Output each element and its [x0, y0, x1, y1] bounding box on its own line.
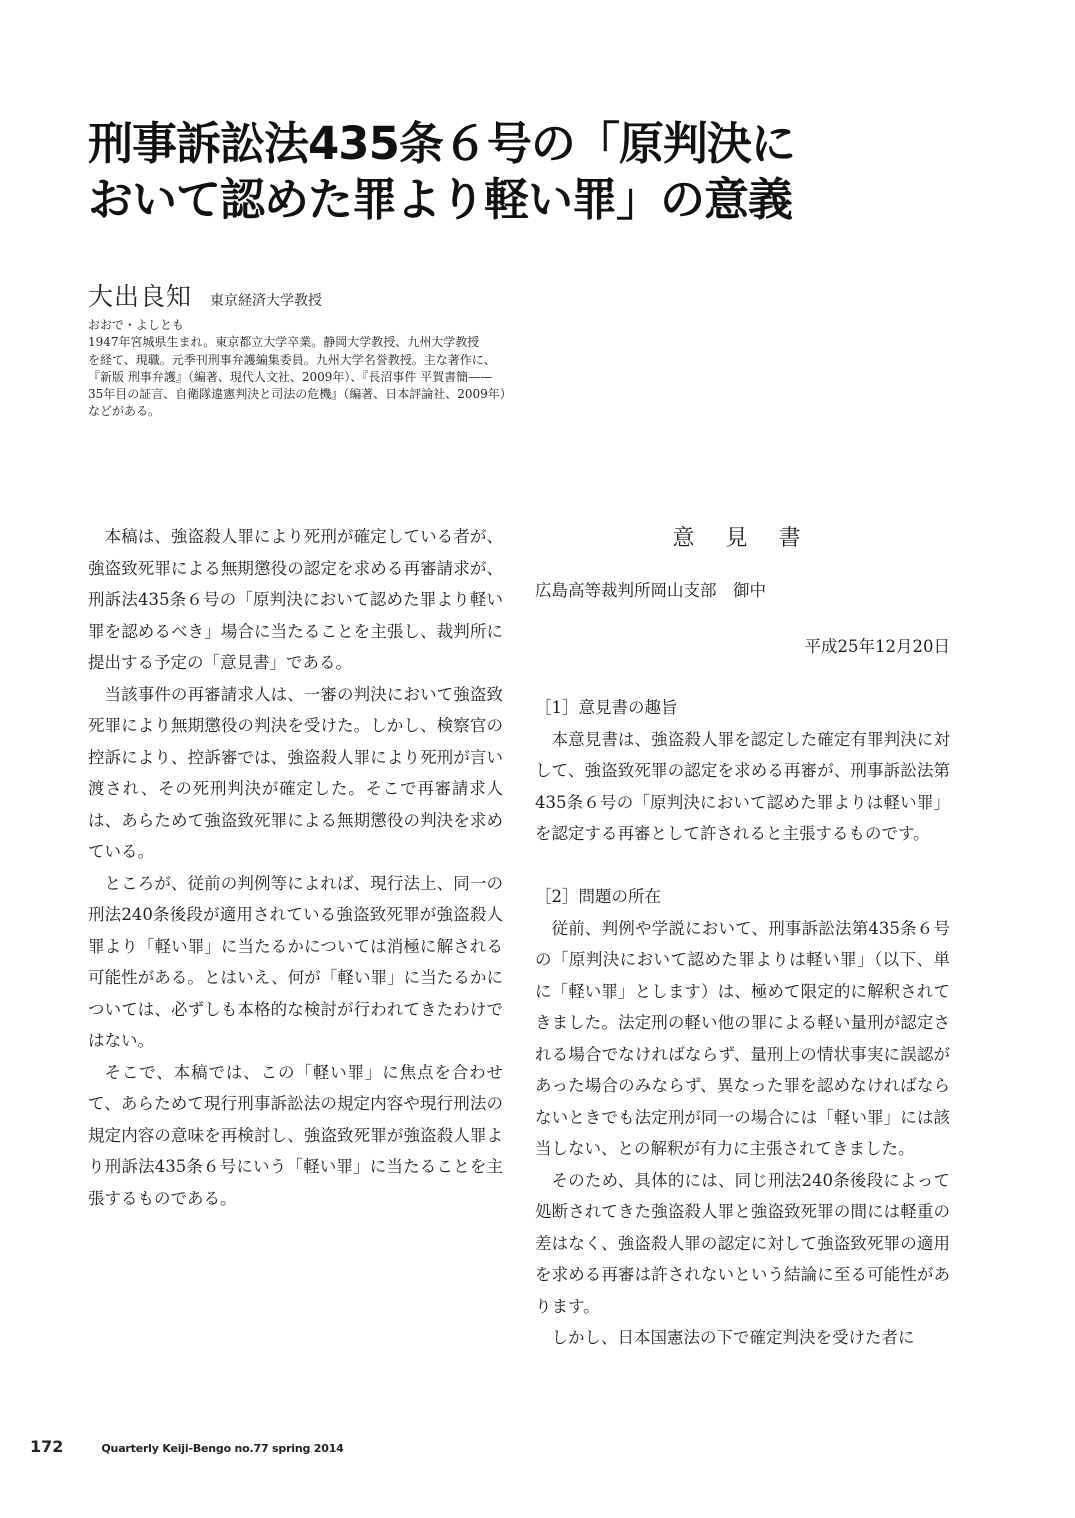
author-name: 大出良知: [88, 282, 193, 311]
opinion-date: 平成25年12月20日: [804, 636, 950, 656]
bio-line: 35年目の証言、自衛隊違憲判決と司法の危機』（編著、日本評論社、2009年）: [88, 387, 512, 402]
abstract-paragraph: そこで、本稿では、この「軽い罪」に焦点を合わせて、あらためて現行刑事訴訟法の規定内容や現行刑法の規定内容の意味を再検討し、強盗致死罪が強盗殺人罪より刑訴法435条６号にいう「軽い罪」に当たることを主張するものである。: [88, 1062, 503, 1208]
section-paragraph: 本意見書は、強盗殺人罪を認定した確定有罪判決に対して、強盗致死罪の認定を求める再審が、刑事訴訟法第435条６号の「原判決において認めた罪よりは軽い罪」を認定する再審として許されると主張するものです。: [535, 729, 950, 843]
journal-name: Quarterly Keiji-Bengo no.77 spring 2014: [101, 1442, 344, 1455]
bio-line: を経て、現職。元季刊刑事弁護編集委員。九州大学名誉教授。主な著作に、: [88, 352, 496, 367]
author-header: [88, 277, 322, 311]
section-gap: [535, 850, 950, 882]
abstract-paragraph: ところが、従前の判例等によれば、現行法上、同一の刑法240条後段が適用されている強盗致死罪が強盗殺人罪より「軽い罪」に当たるかについては消極に解される可能性がある。とはいえ、何が「軽い罪」に当たるかについては、必ずしも本格的な検討が行われてきたわけではない。: [88, 873, 503, 1050]
bio-line: おおで・よしとも: [88, 318, 184, 332]
author-affiliation: 東京経済大学教授: [210, 293, 323, 309]
section-paragraph: しかし、日本国憲法の下で確定判決を受けた者に: [551, 1328, 915, 1347]
bio-line: 『新版 刑事弁護』（編著、現代人文社、2009年）、『長沼事件 平賀書簡——: [88, 369, 493, 384]
section-paragraph: 従前、判例や学説において、刑事訴訟法第435条６号の「原判決において認めた罪よりは軽い罪」（以下、単に「軽い罪」とします）は、極めて限定的に解釈されてきました。法定刑の軽い他の罪による軽い量刑が認定される場合でなければならず、量刑上の情状事実に誤認があった場合のみならず、異なった罪を認めなければならないときでも法定刑が同一の場合には「軽い罪」には該当しない、との解釈が有力に主張されてきました。: [535, 918, 950, 1158]
title-line-2: おいて認めた罪より軽い罪」の意義: [88, 173, 793, 226]
abstract-paragraph: 当該事件の再審請求人は、一審の判決において強盗致死罪により無期懲役の判決を受けた。しかし、検察官の控訴により、控訴審では、強盗殺人罪により死刑が言い渡され、その死刑判決が確定した。そこで再審請求人は、あらためて強盗致死罪による無期懲役の判決を求めている。: [88, 684, 503, 861]
page-footer: [30, 1437, 344, 1456]
bio-line: 1947年宮城県生まれ。東京都立大学卒業。静岡大学教授、九州大学教授: [88, 335, 480, 350]
article-title: [88, 116, 988, 228]
opinion-column: [535, 521, 950, 1354]
section-heading: ［1］意見書の趣旨: [535, 698, 678, 717]
title-line-1: 刑事訴訟法435条６号の「原判決に: [88, 117, 795, 170]
author-bio: [88, 317, 568, 421]
opinion-title: 意 見 書: [672, 526, 813, 551]
bio-line: などがある。: [88, 404, 161, 419]
abstract-column: [88, 521, 503, 1214]
page-number: 172: [30, 1437, 64, 1456]
section-heading: ［2］問題の所在: [535, 887, 661, 906]
addressee: 広島高等裁判所岡山支部 御中: [535, 581, 766, 600]
section-paragraph: そのため、具体的には、同じ刑法240条後段によって処断されてきた強盗殺人罪と強盗致死罪の間には軽重の差はなく、強盗殺人罪の認定に対して強盗致死罪の適用を求める再審は許されないという結論に至る可能性があります。: [535, 1170, 950, 1316]
abstract-paragraph: 本稿は、強盗殺人罪により死刑が確定している者が、強盗致死罪による無期懲役の認定を求める再審請求が、刑訴法435条６号の「原判決において認めた罪より軽い罪を認めるべき」場合に当たることを主張し、裁判所に提出する予定の「意見書」である。: [88, 527, 504, 672]
